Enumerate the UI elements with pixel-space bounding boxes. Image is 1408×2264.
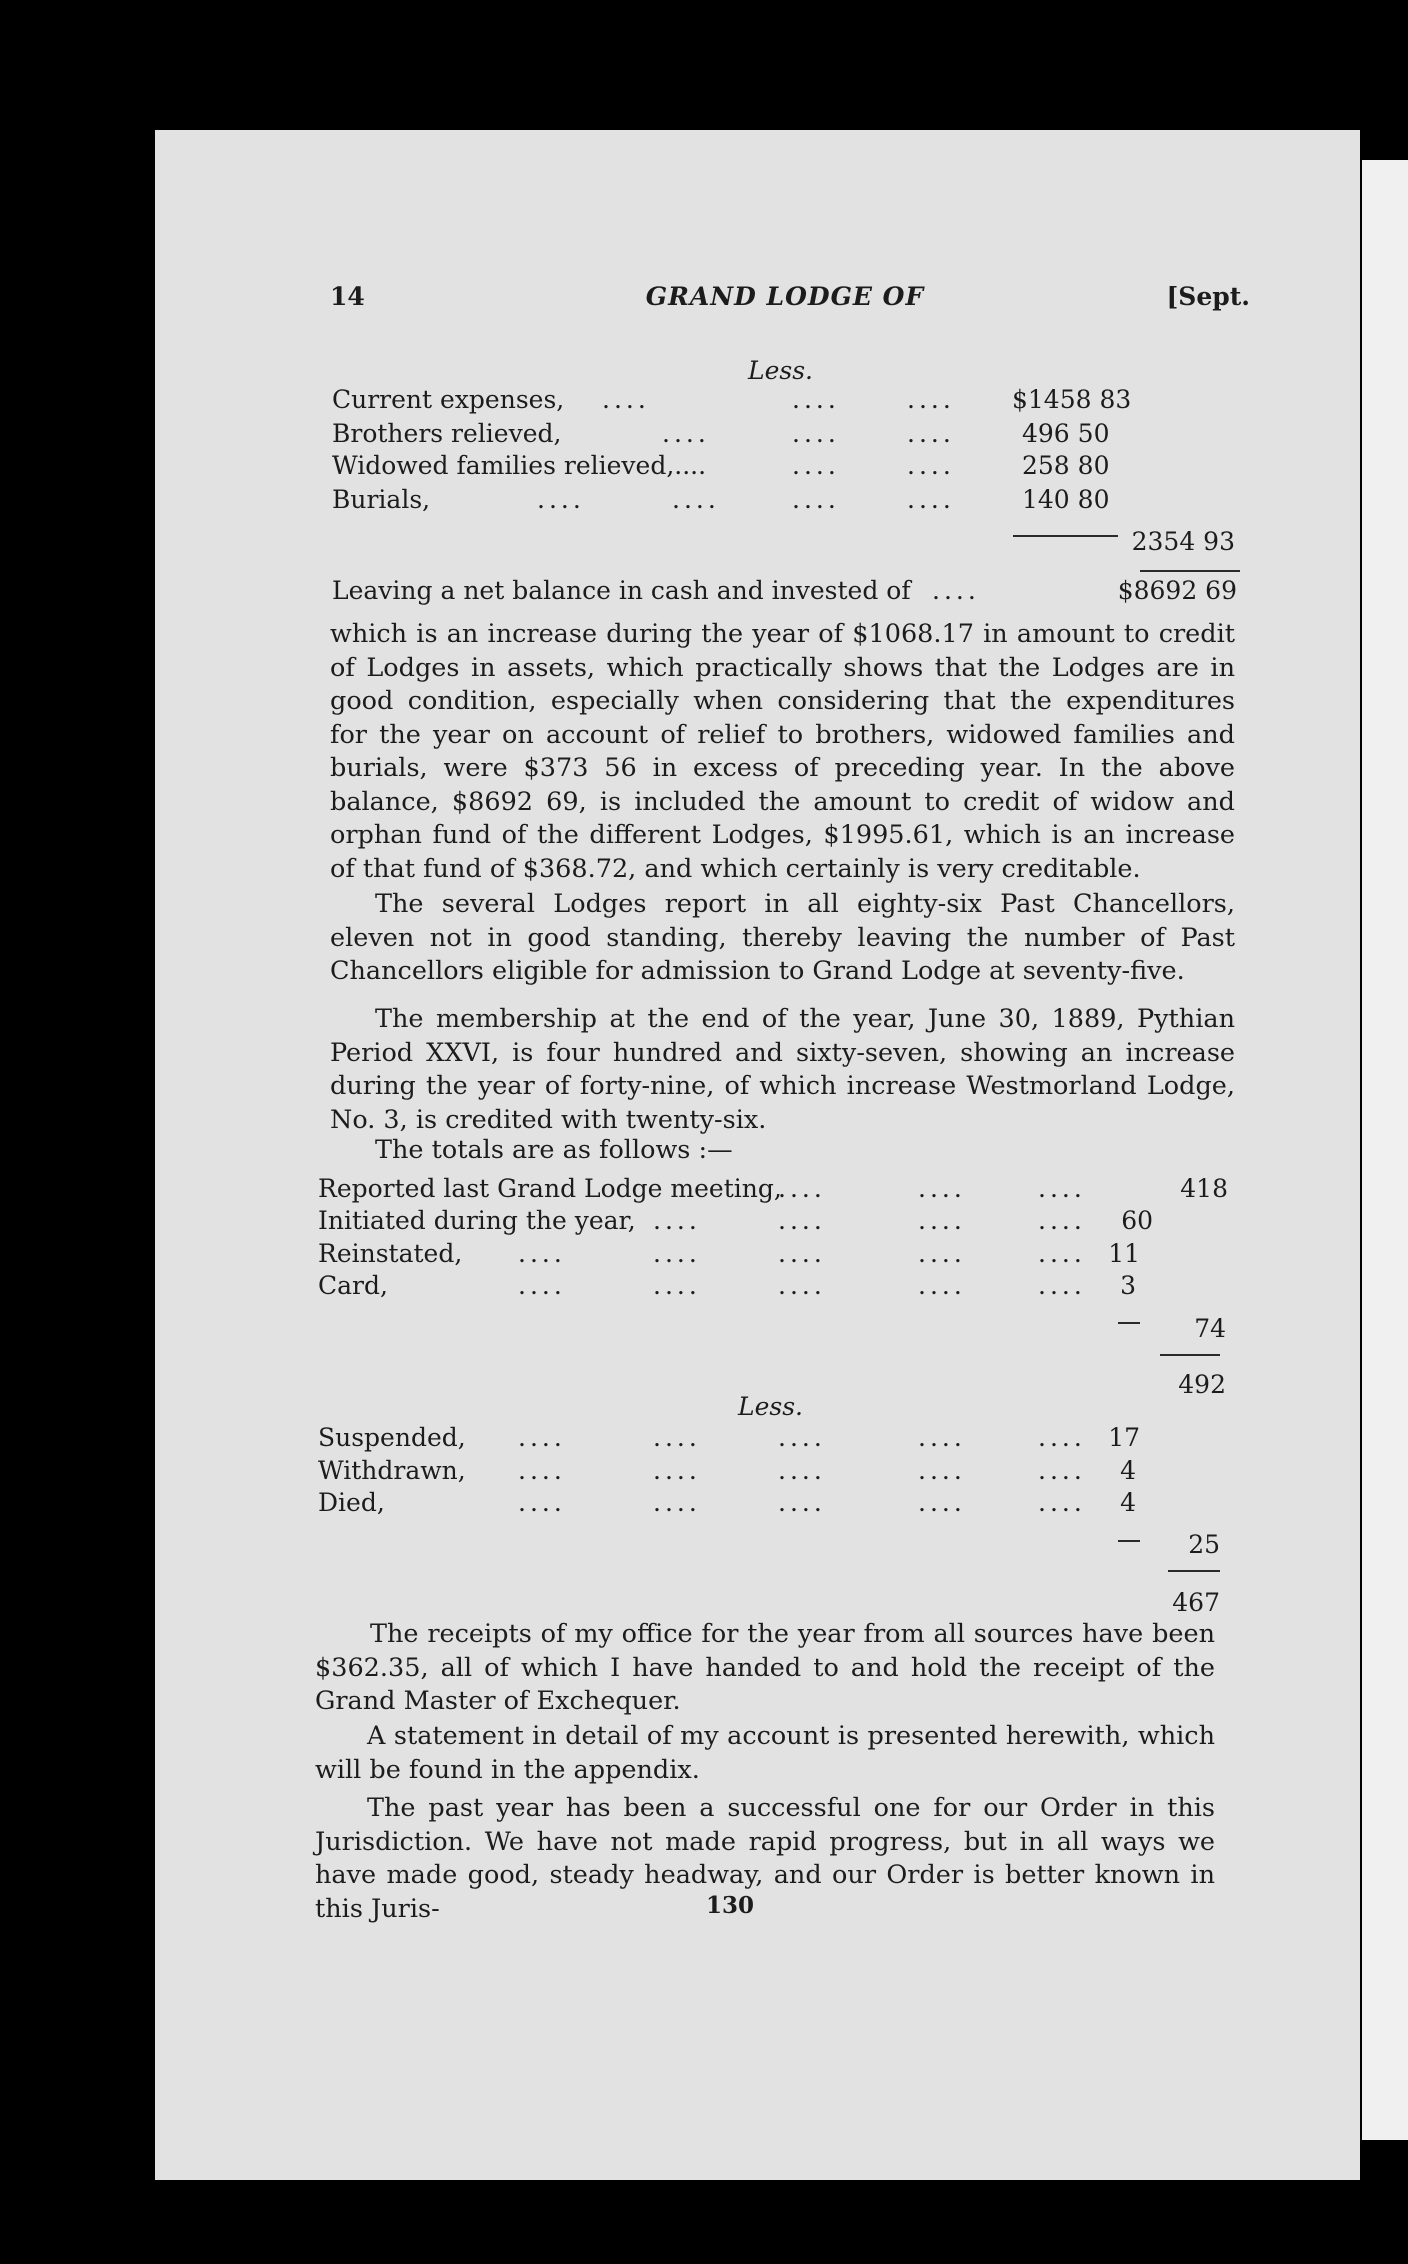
running-month: [Sept. <box>1166 282 1250 311</box>
membership-row: Card, .... .... .... .... .... 3 <box>318 1271 1136 1300</box>
paragraph: The several Lodges report in all eighty-six Past Chancellors, eleven not in good standing, thereby leaving the number of Past Chancellors eligible for admission to Grand Lodge at seventy-five. <box>330 889 1235 986</box>
finance-subtotal: 2354 93 <box>1131 527 1235 556</box>
membership-row: Withdrawn, .... .... .... .... .... 4 <box>318 1456 1136 1485</box>
paragraph: The totals are as follows :— <box>375 1135 733 1165</box>
paragraph: The receipts of my office for the year from all sources have been $362.35, all of which I have handed to and hold the receipt of the Grand Master of Exchequer. <box>315 1619 1215 1716</box>
paragraph: which is an increase during the year of $1068.17 in amount to credit of Lodges in assets, which practically shows that the Lodges are in good condition, especially when considering that the expenditures for the year on account of relief to brothers, widowed families and burials, were $373 56 in excess of preceding year. In the above balance, $8692 69, is included the amount to credit of widow and orphan fund of the different Lodges, $1995.61, which is an increase of that fund of $368.72, and which certainly is very creditable. <box>330 619 1235 884</box>
paragraph: The past year has been a successful one for our Order in this Jurisdiction. We have not made rapid progress, but in all ways we have made good, steady headway, and our Order is better known in this Juris- <box>315 1793 1215 1924</box>
rule <box>1160 1354 1220 1356</box>
less-heading: Less. <box>748 356 814 385</box>
finance-row: Brothers relieved, .... .... .... 496 50 <box>332 419 1110 448</box>
finance-row: Burials, .... .... .... .... 140 80 <box>332 485 1110 514</box>
membership-row: Reported last Grand Lodge meeting, .... .... .... 418 <box>318 1174 1228 1203</box>
membership-row: Suspended, .... .... .... .... .... 17 <box>318 1423 1140 1452</box>
less-heading: Less. <box>738 1392 804 1421</box>
running-header <box>330 282 1250 322</box>
running-title: GRAND LODGE OF <box>645 282 925 311</box>
rule <box>1118 1322 1140 1324</box>
rule <box>1118 1540 1140 1542</box>
gross-total: 492 <box>1178 1370 1226 1399</box>
page-number: 14 <box>330 282 365 311</box>
net-total: 467 <box>1172 1588 1220 1617</box>
additions-total: 74 <box>1194 1314 1226 1343</box>
membership-row: Reinstated, .... .... .... .... .... 11 <box>318 1239 1140 1268</box>
membership-row: Died, .... .... .... .... .... 4 <box>318 1488 1136 1517</box>
finance-row: Current expenses, .... .... .... $1458 83 <box>332 385 1132 414</box>
paragraph: A statement in detail of my account is presented herewith, which will be found in the appendix. <box>315 1721 1215 1785</box>
membership-row: Initiated during the year, .... .... .... .... 60 <box>318 1206 1153 1235</box>
rule <box>1140 570 1240 572</box>
finance-row: Widowed families relieved,.... .... .... 258 80 <box>332 451 1110 480</box>
facing-page-edge <box>1362 160 1408 2140</box>
deductions-total: 25 <box>1188 1530 1220 1559</box>
balance-row: Leaving a net balance in cash and invested of .... $8692 69 <box>332 576 1237 605</box>
signature-mark: 130 <box>705 1892 754 1919</box>
paragraph: The membership at the end of the year, June 30, 1889, Pythian Period XXVI, is four hundred and sixty-seven, showing an increase during the year of forty-nine, of which increase Westmorland Lodge, No. 3, is credited with twenty-six. <box>330 1004 1235 1135</box>
rule <box>1168 1570 1220 1572</box>
